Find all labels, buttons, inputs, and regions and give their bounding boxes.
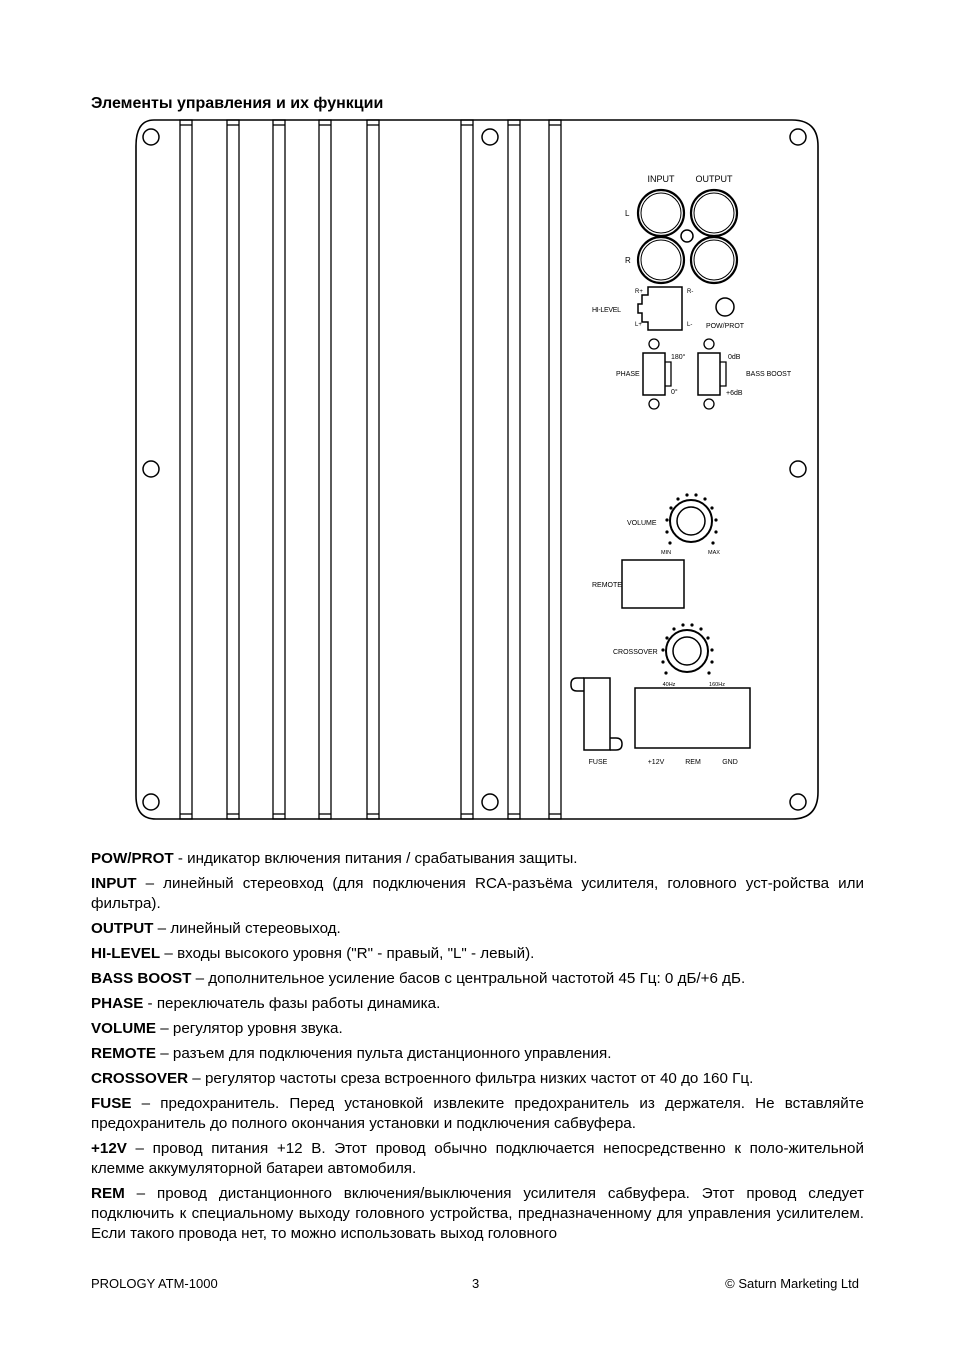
- definition-item: VOLUME – регулятор уровня звука.: [91, 1020, 343, 1037]
- definition-item: FUSE – предохранитель. Перед установкой извлеките предохранитель из держателя. Не вставляйте предохранитель до полного окончания установки и подключения сабвуфера.: [91, 1095, 864, 1132]
- hilevel-connector: [638, 287, 682, 330]
- svg-text:0dB: 0dB: [728, 354, 741, 361]
- power-terminal-block: [635, 688, 750, 748]
- l-label: L: [625, 209, 630, 218]
- definition-item: HI-LEVEL – входы высокого уровня ("R" - правый, "L" - левый).: [91, 945, 535, 962]
- bassboost-switch: [698, 353, 720, 395]
- phase-label: PHASE: [616, 371, 640, 378]
- heatsink-fins: [180, 120, 561, 819]
- definitions-list: [91, 849, 864, 1244]
- crossover-label: CROSSOVER: [613, 649, 658, 656]
- svg-text:180°: 180°: [671, 354, 686, 361]
- phase-switch: [643, 353, 665, 395]
- fuse-holder: [571, 678, 622, 750]
- output-label: OUTPUT: [695, 174, 733, 184]
- mounting-hole: [790, 461, 806, 477]
- input-l-jack: [638, 190, 684, 236]
- crossover-scale-dots: [661, 623, 713, 674]
- definition-item: OUTPUT – линейный стереовыход.: [91, 920, 341, 937]
- svg-text:L-: L-: [687, 322, 693, 328]
- svg-text:0°: 0°: [671, 389, 678, 396]
- output-l-jack: [691, 190, 737, 236]
- section-title: Элементы управления и их функции: [91, 95, 384, 112]
- definition-item: REM – провод дистанционного включения/выключения усилителя сабвуфера. Этот провод следует подключить к специальному выходу головного устройства, предназначенному для управления усилителем. Если такого провода нет, то можно использовать выход головного: [91, 1185, 864, 1242]
- definition-item: +12V – провод питания +12 В. Этот провод обычно подключается непосредственно к поло-жительной клемме аккумуляторной батареи автомобиля.: [91, 1140, 864, 1177]
- mounting-hole: [143, 461, 159, 477]
- mounting-hole: [790, 794, 806, 810]
- footer-page-number: 3: [472, 1276, 480, 1291]
- svg-text:MIN: MIN: [660, 550, 672, 556]
- amplifier-panel-diagram: [130, 118, 820, 824]
- center-hole: [681, 230, 693, 242]
- mounting-hole: [482, 794, 498, 810]
- svg-text:+6dB: +6dB: [726, 390, 743, 397]
- volume-label: VOLUME: [627, 520, 657, 527]
- svg-text:MAX: MAX: [708, 550, 720, 556]
- svg-text:+12V: +12V: [647, 759, 665, 766]
- hilevel-label: HI-LEVEL: [592, 307, 621, 314]
- svg-text:GND: GND: [722, 759, 738, 766]
- powprot-label: POW/PROT: [705, 323, 745, 330]
- remote-port: [622, 560, 684, 608]
- definition-item: BASS BOOST – дополнительное усиление басов с центральной частотой 45 Гц: 0 дБ/+6 дБ.: [91, 970, 746, 987]
- output-r-jack: [691, 237, 737, 283]
- definition-item: INPUT – линейный стереовход (для подключения RCA-разъёма усилителя, головного уст-ройства или фильтра).: [91, 875, 864, 912]
- footer-copyright: © Saturn Marketing Ltd: [725, 1276, 859, 1291]
- footer-model: PROLOGY ATM-1000: [91, 1276, 218, 1291]
- svg-text:REM: REM: [685, 759, 701, 766]
- volume-knob: [670, 500, 712, 542]
- input-label: INPUT: [647, 174, 675, 184]
- panel-outline: [136, 120, 818, 819]
- input-r-jack: [638, 237, 684, 283]
- svg-text:L+: L+: [635, 322, 642, 328]
- bassboost-label: BASS BOOST: [746, 371, 792, 378]
- mounting-hole: [143, 794, 159, 810]
- svg-text:R+: R+: [635, 289, 643, 295]
- definition-item: REMOTE – разъем для подключения пульта дистанционного управления.: [91, 1045, 612, 1062]
- fuse-label: FUSE: [588, 759, 608, 766]
- svg-text:R-: R-: [687, 289, 694, 295]
- svg-text:40Hz: 40Hz: [662, 682, 676, 688]
- volume-scale-dots: [665, 493, 717, 544]
- mounting-hole: [482, 129, 498, 145]
- definition-item: POW/PROT - индикатор включения питания / срабатывания защиты.: [91, 850, 578, 867]
- r-label: R: [625, 256, 631, 265]
- definition-item: PHASE - переключатель фазы работы динамика.: [91, 995, 441, 1012]
- mounting-hole: [143, 129, 159, 145]
- powprot-led: [716, 298, 734, 316]
- mounting-hole: [790, 129, 806, 145]
- svg-text:160Hz: 160Hz: [709, 682, 725, 688]
- crossover-knob: [666, 630, 708, 672]
- remote-label: REMOTE: [592, 582, 622, 589]
- definition-item: CROSSOVER – регулятор частоты среза встроенного фильтра низких частот от 40 до 160 Гц.: [91, 1070, 754, 1087]
